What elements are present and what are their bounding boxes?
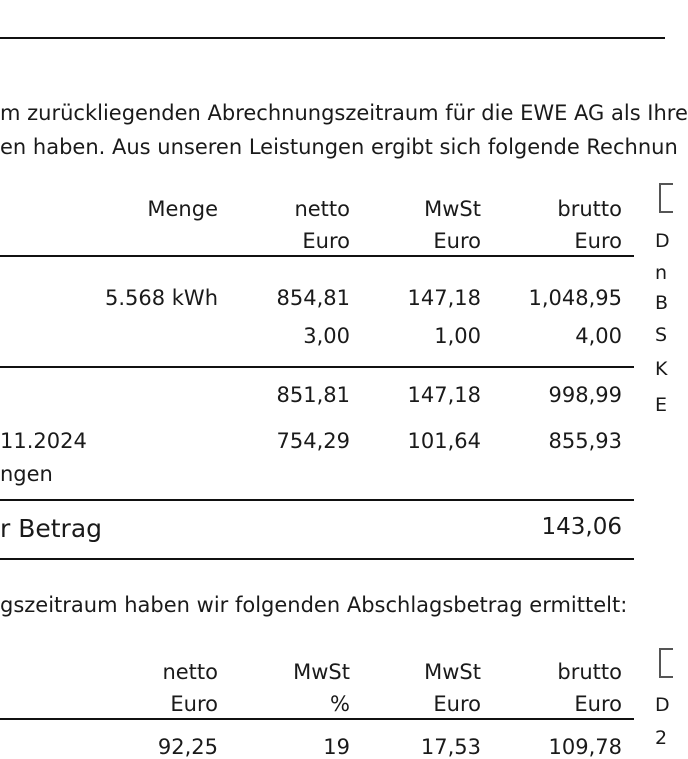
sidebar-char: E: [655, 394, 668, 416]
sidebar-char: 2: [655, 727, 668, 749]
t2-header-brutto-unit: Euro: [574, 692, 622, 716]
header-brutto: brutto: [557, 197, 622, 221]
abschlag-mwst: 101,64: [407, 429, 481, 453]
subtotal-rule: [0, 366, 634, 368]
row2-mwst: 1,00: [434, 324, 481, 348]
abschlag-label-2: ngen: [0, 462, 53, 486]
t2-row1-brutto: 109,78: [548, 735, 622, 759]
sidebar-char: B: [655, 292, 669, 314]
header-netto: netto: [294, 197, 350, 221]
sidebar-box-top: [659, 183, 673, 213]
row1-mwst: 147,18: [407, 286, 481, 310]
t2-header-netto: netto: [162, 660, 218, 684]
t2-header-netto-unit: Euro: [170, 692, 218, 716]
t2-header-mwst-pct: MwSt: [293, 660, 350, 684]
top-rule: [0, 37, 665, 39]
subtotal-netto: 851,81: [276, 383, 350, 407]
t2-row1-mwst-pct: 19: [323, 735, 350, 759]
sidebar-char: n: [655, 262, 668, 284]
abschlag-brutto: 855,93: [548, 429, 622, 453]
subtotal-brutto: 998,99: [548, 383, 622, 407]
total-label: r Betrag: [0, 514, 103, 543]
sidebar-char: S: [655, 324, 668, 346]
abschlag-netto: 754,29: [276, 429, 350, 453]
t2-header-mwst-unit: Euro: [433, 692, 481, 716]
table2-header-rule: [0, 718, 634, 720]
sidebar-char: D: [655, 230, 670, 252]
t2-header-mwst-pct-unit: %: [330, 692, 350, 716]
row1-brutto: 1,048,95: [528, 286, 622, 310]
row2-brutto: 4,00: [575, 324, 622, 348]
total-top-rule: [0, 499, 634, 501]
row1-netto: 854,81: [276, 286, 350, 310]
t2-row1-mwst: 17,53: [420, 735, 481, 759]
sidebar-box-bottom: [659, 648, 673, 678]
row1-menge: 5.568 kWh: [104, 286, 218, 310]
header-menge: Menge: [147, 197, 218, 221]
header-mwst: MwSt: [424, 197, 481, 221]
table1-header-rule: [0, 255, 634, 257]
abschlag-paragraph: gszeitraum haben wir folgenden Abschlagsbetrag ermittelt:: [0, 593, 628, 617]
t2-header-brutto: brutto: [557, 660, 622, 684]
header-netto-unit: Euro: [302, 229, 350, 253]
abschlag-label-1: 11.2024: [0, 429, 87, 453]
intro-line-2: en haben. Aus unseren Leistungen ergibt sich folgende Rechnun: [0, 135, 678, 159]
sidebar-char: D: [655, 694, 670, 716]
total-value: 143,06: [541, 514, 622, 540]
row2-netto: 3,00: [303, 324, 350, 348]
t2-header-mwst: MwSt: [424, 660, 481, 684]
t2-row1-netto: 92,25: [157, 735, 218, 759]
sidebar-char: K: [655, 358, 668, 380]
subtotal-mwst: 147,18: [407, 383, 481, 407]
header-mwst-unit: Euro: [433, 229, 481, 253]
intro-line-1: m zurückliegenden Abrechnungszeitraum für die EWE AG als Ihre: [0, 101, 688, 125]
header-brutto-unit: Euro: [574, 229, 622, 253]
total-bottom-rule: [0, 558, 634, 560]
